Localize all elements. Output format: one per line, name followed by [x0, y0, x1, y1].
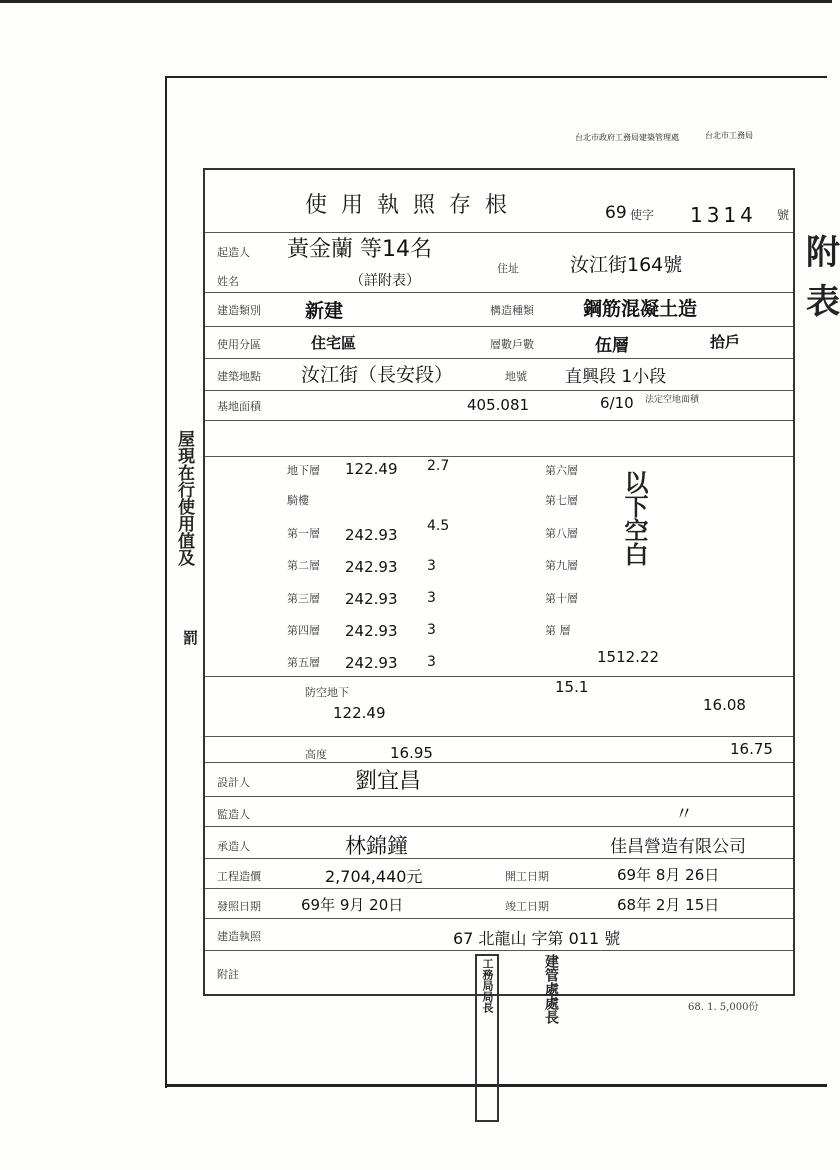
courtyard-value: 15.1 [555, 678, 589, 696]
floor-name: 地下層 [287, 464, 320, 477]
designer-label: 設計人 [217, 776, 250, 789]
top-stamp-left: 台北市政府工務局建築管理處 [575, 133, 679, 142]
floor-area: 242.93 [345, 590, 398, 608]
row-divider [205, 888, 793, 889]
owner-label: 起造人 [217, 246, 250, 259]
floor-height: 4.5 [427, 518, 450, 534]
site-location-value: 汝江街（長安段） [301, 364, 454, 386]
floor-height: 2.7 [427, 458, 450, 474]
floor-area: 242.93 [345, 526, 398, 544]
remarks-label: 附註 [217, 968, 239, 981]
contractor-company: 佳昌營造有限公司 [610, 837, 746, 857]
floor-height: 3 [427, 590, 436, 606]
chief-signature: 建管處處長 [543, 954, 559, 1024]
lot-label: 地號 [505, 370, 527, 383]
complete-value: 68年 2月 15日 [617, 896, 720, 914]
row-divider [205, 826, 793, 827]
total-area: 1512.22 [597, 648, 660, 666]
upper-floor-name: 第九層 [545, 559, 578, 572]
row-divider [205, 796, 793, 797]
floor-area: 122.49 [345, 460, 398, 478]
use-zone-value: 住宅區 [311, 334, 357, 352]
address-label: 住址 [497, 262, 519, 275]
land-area-label: 基地面積 [217, 400, 261, 413]
row-divider [205, 858, 793, 859]
right-edge-text: 附表 [806, 233, 840, 322]
upper-floor-name: 第六層 [545, 464, 578, 477]
row-divider [205, 390, 793, 391]
name-label: 姓名 [217, 275, 239, 288]
floors-value: 伍層 [595, 336, 629, 356]
shelter-label: 防空地下 [305, 686, 349, 699]
row-divider [205, 918, 793, 919]
address-value: 汝江街164號 [570, 254, 683, 276]
table-header-divider [205, 456, 793, 457]
lot-value: 直興段 1小段 [565, 367, 667, 387]
owner-value: 黃金蘭 等14名 [287, 237, 432, 262]
side-note-left-2: 罰 [181, 630, 199, 645]
designer-name: 劉宜昌 [355, 769, 422, 794]
floor-name: 第五層 [287, 656, 320, 669]
floors-label: 層數戶數 [490, 338, 534, 351]
roof-value: 16.08 [703, 696, 746, 714]
legal-area-label: 法定空地面積 [645, 395, 700, 405]
floor-height: 3 [427, 654, 436, 670]
eave-height: 16.75 [730, 740, 773, 758]
owner-note: （詳附表） [350, 273, 420, 289]
permit-label: 建造執照 [217, 930, 261, 943]
issue-value: 69年 9月 20日 [301, 896, 404, 914]
issue-label: 發照日期 [217, 900, 261, 913]
cost-value: 2,704,440元 [325, 867, 423, 886]
upper-floor-name: 第十層 [545, 592, 578, 605]
floor-name: 第三層 [287, 592, 320, 605]
units-value: 拾戶 [710, 333, 741, 351]
contractor-person: 林錦鐘 [345, 834, 408, 858]
height-label: 高度 [305, 748, 327, 761]
floor-name: 騎樓 [287, 494, 309, 507]
upper-floor-name: 第 層 [545, 624, 571, 637]
supervisor-mark: 〃 [675, 804, 693, 825]
structure-label: 構造種類 [490, 304, 534, 317]
row-divider [205, 950, 793, 951]
upper-floor-name: 第七層 [545, 494, 578, 507]
floor-height: 3 [427, 558, 436, 574]
row-divider [205, 420, 793, 421]
building-type-value: 新建 [305, 300, 344, 322]
permit-value: 67 北龍山 字第 011 號 [453, 929, 621, 948]
row-divider [205, 326, 793, 327]
row-divider [205, 762, 793, 763]
floor-name: 第四層 [287, 624, 320, 637]
form-title: 使用執照存根 [305, 193, 522, 218]
permit-number: 1314 [690, 203, 757, 227]
page-top-border [165, 76, 827, 78]
complete-label: 竣工日期 [505, 900, 549, 913]
row-divider [205, 292, 793, 293]
supervisor-label: 監造人 [217, 808, 250, 821]
floor-area: 242.93 [345, 654, 398, 672]
print-run-note: 68. 1. 5,000份 [688, 1002, 759, 1013]
land-area-value: 405.081 [467, 396, 530, 414]
shelter-area: 122.49 [333, 704, 386, 722]
char-label: 使字 [630, 208, 655, 222]
structure-value: 鋼筋混凝土造 [583, 298, 698, 320]
year-number: 69 [605, 203, 627, 223]
start-label: 開工日期 [505, 870, 549, 883]
coverage-value: 6/10 [600, 394, 634, 412]
upper-floor-name: 第八層 [545, 527, 578, 540]
floor-area: 242.93 [345, 558, 398, 576]
floor-name: 第一層 [287, 527, 320, 540]
scan-edge-top [0, 0, 832, 3]
row-divider [205, 736, 793, 737]
start-value: 69年 8月 26日 [617, 866, 720, 884]
cost-label: 工程造價 [217, 870, 261, 883]
page-left-border [165, 76, 167, 1088]
contractor-label: 承造人 [217, 840, 250, 853]
row-divider [205, 676, 793, 677]
officer-seal: 工務局局長 [475, 954, 499, 1122]
floor-area: 242.93 [345, 622, 398, 640]
use-zone-label: 使用分區 [217, 338, 261, 351]
number-suffix: 號 [777, 208, 790, 222]
side-note-left-1: 屋現在行使用值及 [174, 430, 194, 566]
row-divider [205, 358, 793, 359]
site-location-label: 建築地點 [217, 370, 261, 383]
blank-note: 以下空白 [620, 470, 648, 566]
height-value: 16.95 [390, 744, 433, 762]
floor-height: 3 [427, 622, 436, 638]
building-type-label: 建造類別 [217, 304, 261, 317]
top-stamp-right: 台北市工務局 [705, 131, 753, 140]
floor-name: 第二層 [287, 559, 320, 572]
